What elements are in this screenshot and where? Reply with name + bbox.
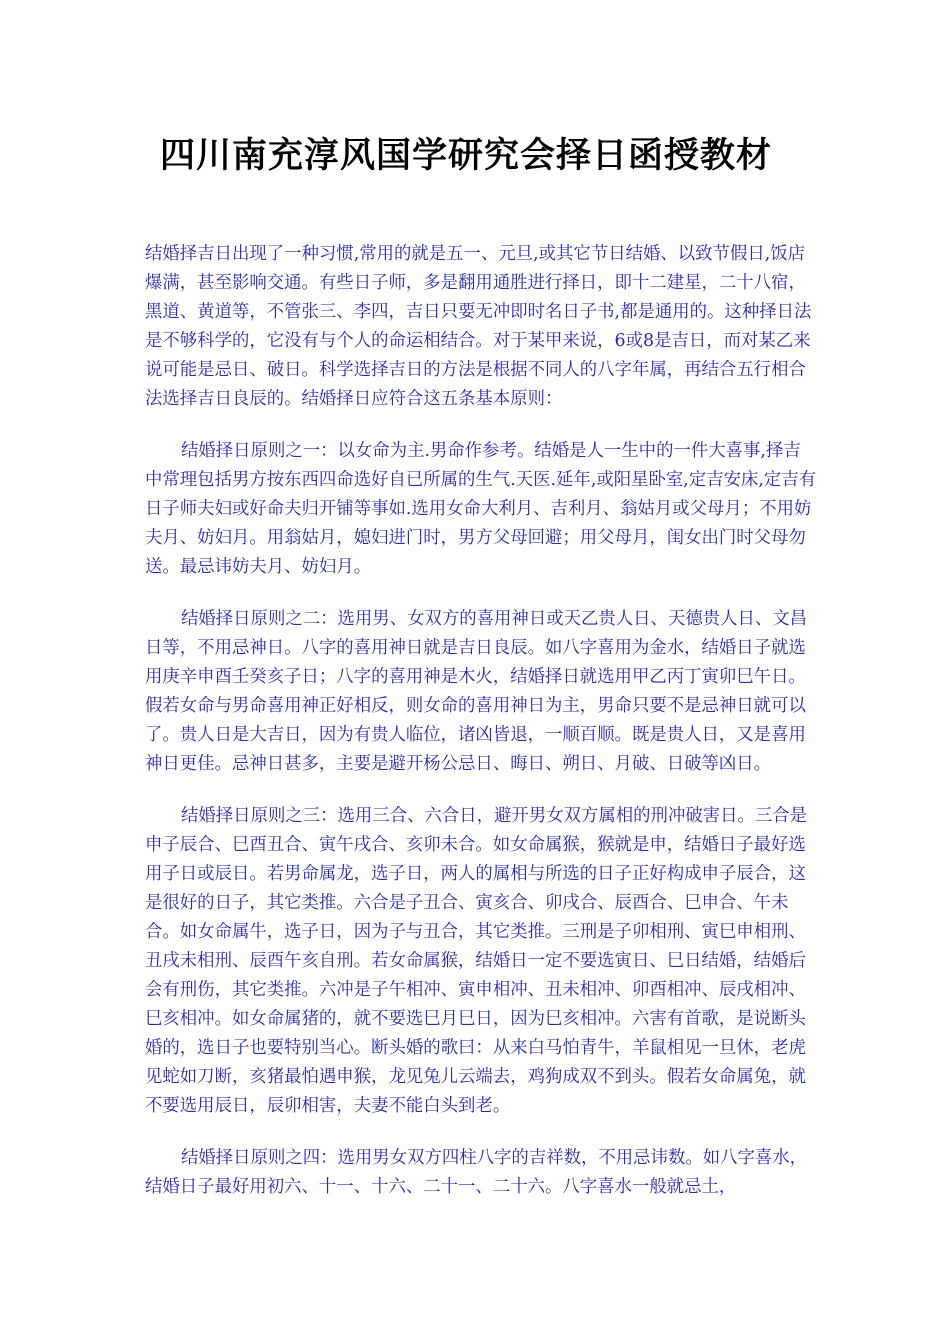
document-body xyxy=(145,240,817,1225)
principle-2-paragraph: 结婚择日原则之二：选用男、女双方的喜用神日或天乙贵人日、天德贵人日、文昌日等，不用忌神日。八字的喜用神日就是吉日良辰。如八字喜用为金水，结婚日子就选用庚辛申酉壬癸亥子日；八字的喜用神是木火，结婚择日就选用甲乙丙丁寅卯巳午日。假若女命与男命喜用神正好相反，则女命的喜用神日为主，男命只要不是忌神日就可以了。贵人日是大吉日，因为有贵人临位，诸凶皆退，一顺百顺。既是贵人日，又是喜用神日更佳。忌神日甚多，主要是避开杨公忌日、晦日、朔日、月破、日破等凶日。 xyxy=(145,609,808,774)
intro-paragraph: 结婚择吉日出现了一种习惯,常用的就是五一、元旦,或其它节日结婚、以致节假日,饭店爆满，甚至影响交通。有些日子师，多是翻用通胜进行择日，即十二建星，二十八宿，黑道、黄道等，不管张三、李四，吉日只要无冲即时名日子书,都是通用的。这种择日法是不够科学的，它没有与个人的命运相结合。对于某甲来说，6或8是吉日，而对某乙来说可能是忌日、破日。科学选择吉日的方法是根据不同人的八字年属，再结合五行相合法选择吉日良辰的。结婚择日应符合这五条基本原则： xyxy=(145,244,812,409)
principle-3-paragraph: 结婚择日原则之三：选用三合、六合日，避开男女双方属相的刑冲破害日。三合是申子辰合、巳酉丑合、寅午戌合、亥卯未合。如女命属猴，猴就是申，结婚日子最好选用子日或辰日。若男命属龙，选子日，两人的属相与所选的日子正好构成申子辰合，这是很好的日子，其它类推。六合是子丑合、寅亥合、卯戌合、辰酉合、巳申合、午未合。如女命属牛，选子日，因为子与丑合，其它类推。三刑是子卯相刑、寅巳申相刑、丑戌未相刑、辰酉午亥自刑。若女命属猴，结婚日一定不要选寅日、巳日结婚，结婚后会有刑伤，其它类推。六冲是子午相冲、寅申相冲、丑未相冲、卯酉相冲、辰戌相冲、巳亥相冲。如女命属猪的，就不要选巳月巳日，因为巳亥相冲。六害有首歌，是说断头婚的，选日子也要特别当心。断头婚的歌曰：从来白马怕青牛，羊鼠相见一旦休，老虎见蛇如刀断，亥猪最怕遇申猴，龙见兔儿云端去，鸡狗成双不到头。假若女命属兔，就不要选用辰日，辰卯相害，夫妻不能白头到老。 xyxy=(145,806,808,1116)
principle-4-paragraph: 结婚择日原则之四：选用男女双方四柱八字的吉祥数，不用忌讳数。如八字喜水，结婚日子最好用初六、十一、十六、二十一、二十六。八字喜水一般就忌土， xyxy=(145,1148,808,1197)
document-title: 四川南充淳风国学研究会择日函授教材 xyxy=(160,136,773,176)
principle-1-paragraph: 结婚择日原则之一：以女命为主.男命作参考。结婚是人一生中的一件大喜事,择吉中常理包括男方按东西四命选好自已所属的生气.天医.延年,或阳星卧室,定吉安床,定吉有日子师夫妇或好命夫归开铺等事如.选用女命大利月、吉利月、翁姑月或父母月；不用妨夫月、妨妇月。用翁姑月，媳妇进门时，男方父母回避；用父母月，闺女出门时父母勿送。最忌讳妨夫月、妨妇月。 xyxy=(145,441,817,577)
